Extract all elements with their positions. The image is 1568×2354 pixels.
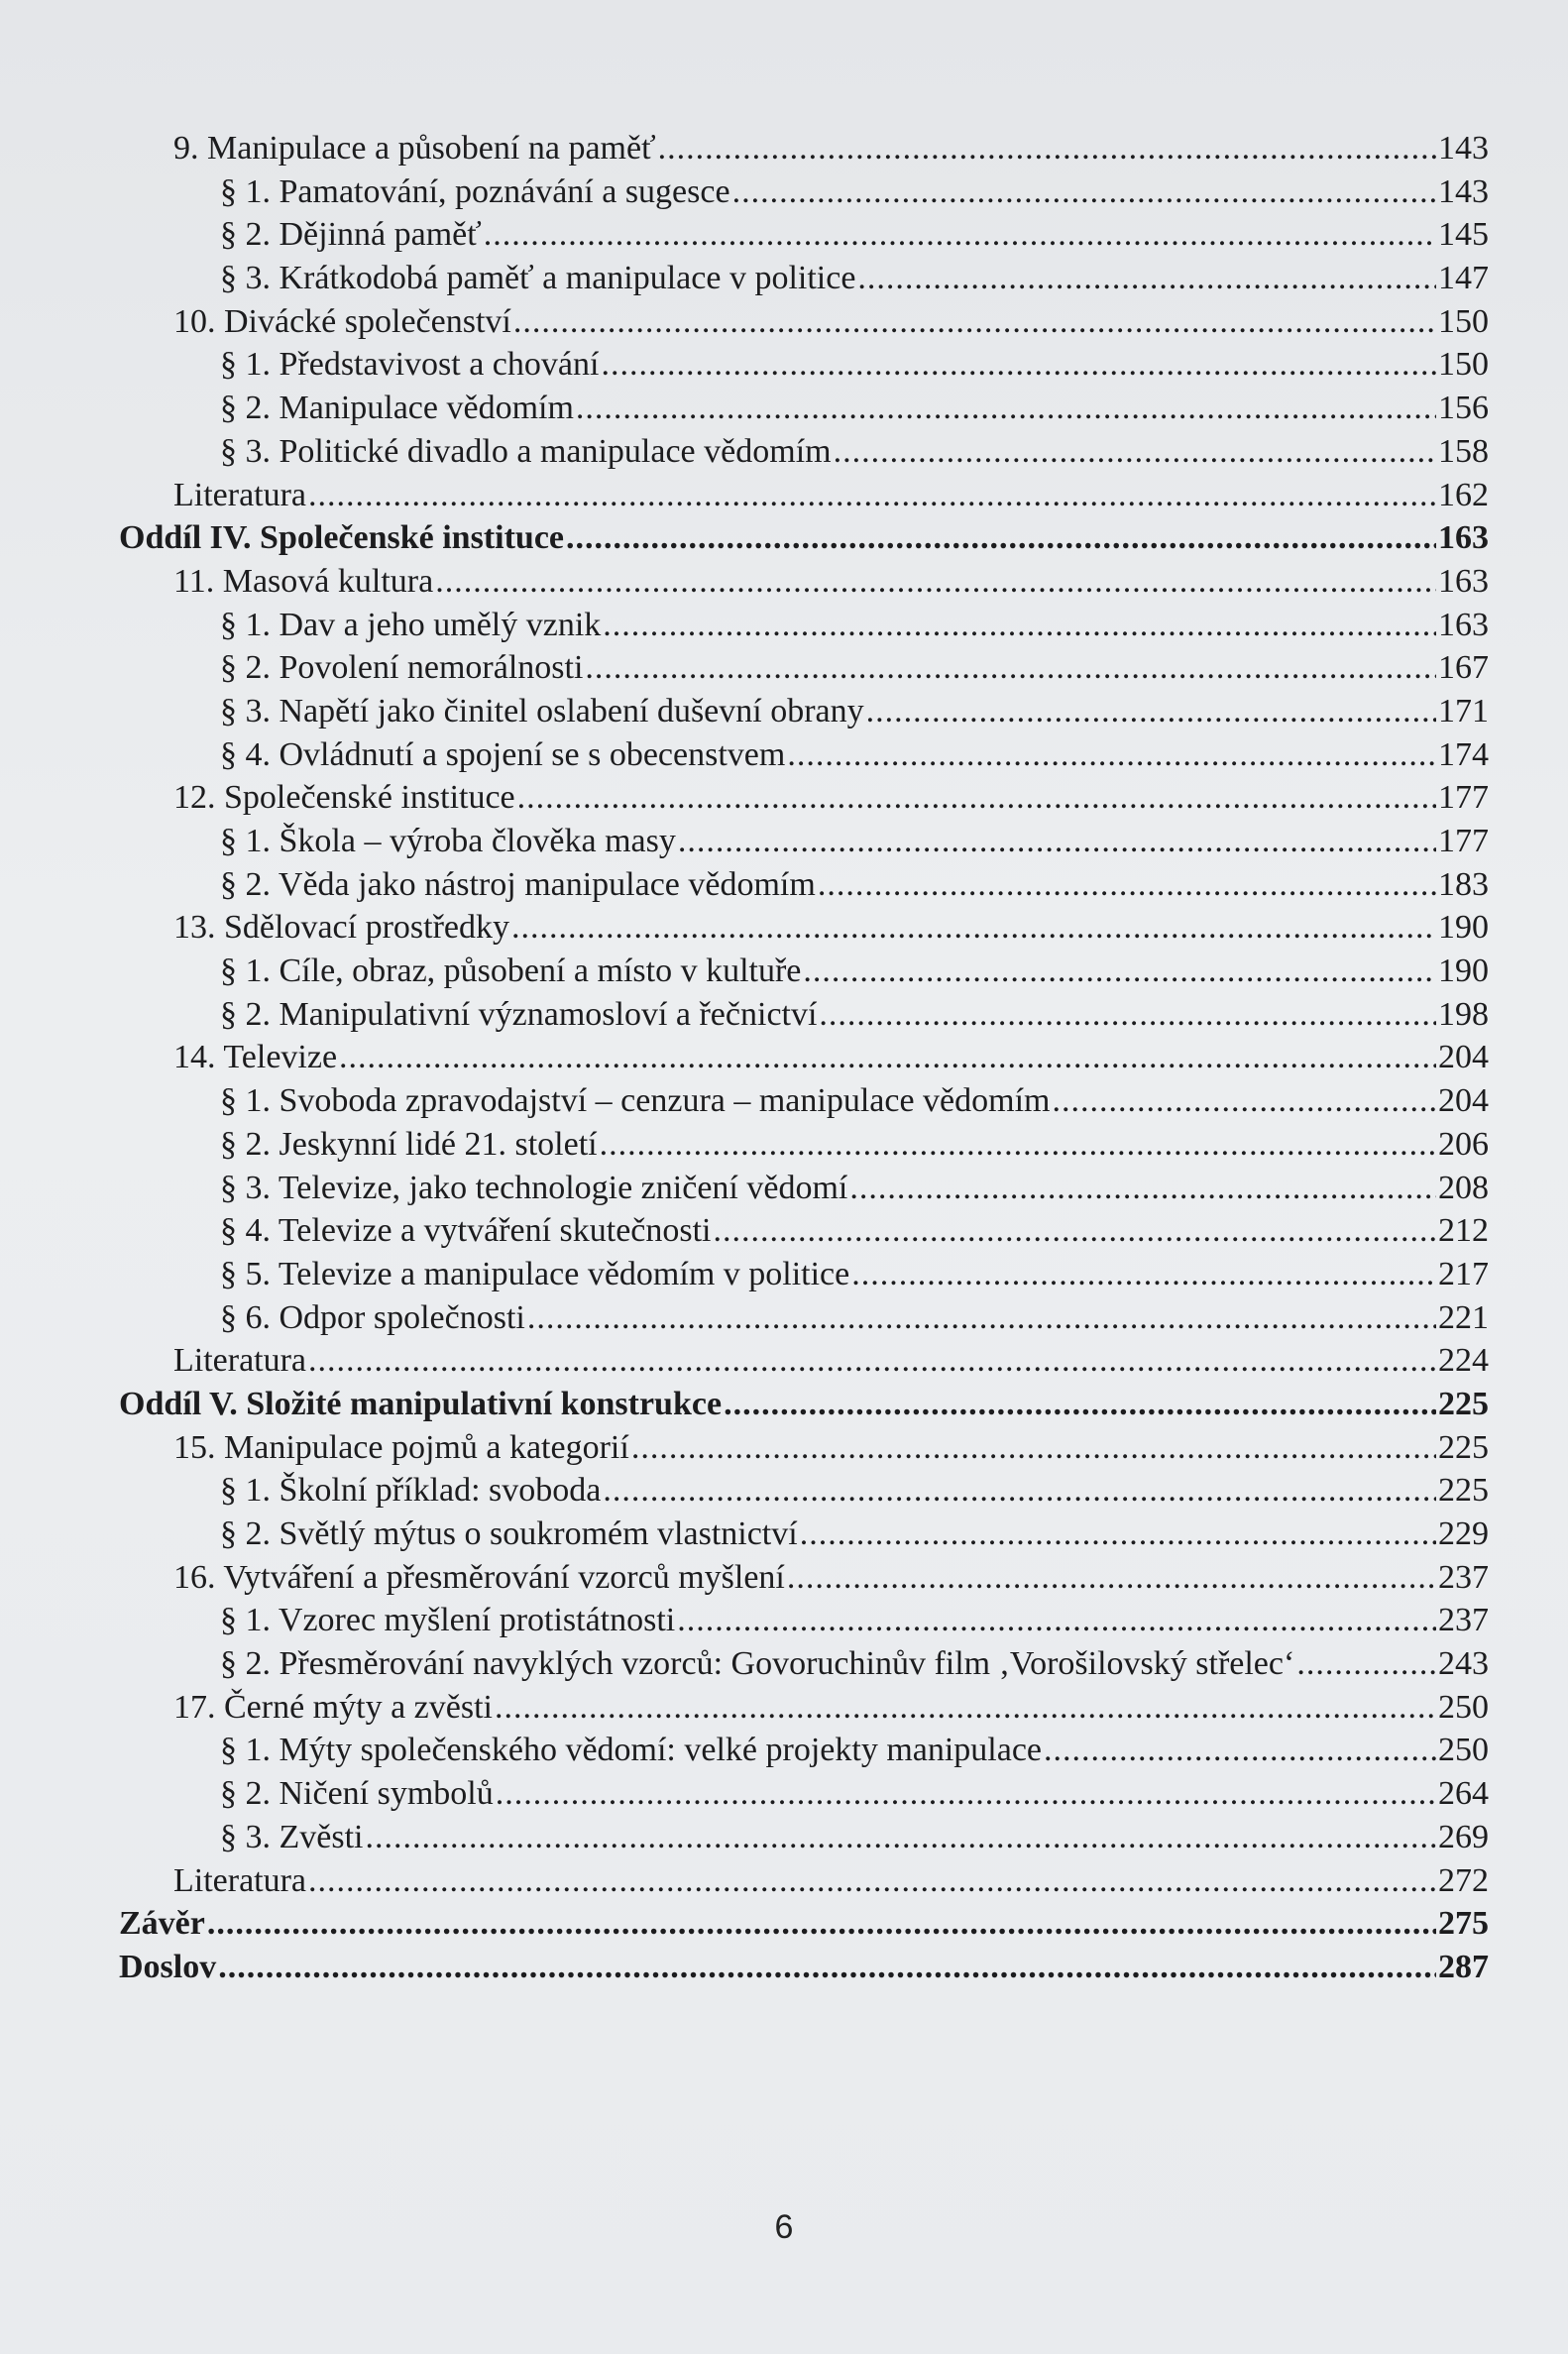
toc-entry-title: § 1. Dav a jeho umělý vznik [220, 606, 602, 643]
toc-entry-title: § 1. Vzorec myšlení protistátnosti [220, 1602, 676, 1639]
toc-entry-title: 9. Manipulace a působení na paměť [173, 130, 656, 167]
dot-leader [496, 1772, 1436, 1816]
toc-entry-title: § 1. Mýty společenského vědomí: velké projekty manipulace [220, 1732, 1043, 1769]
dot-leader [800, 1513, 1436, 1556]
dot-leader [818, 863, 1436, 907]
toc-entry-title: § 4. Televize a vytváření skutečnosti [220, 1212, 712, 1250]
toc-entry-page: 225 [1438, 1472, 1489, 1510]
toc-entry-title: § 1. Představivost a chování [220, 346, 600, 384]
toc-entry-title: § 6. Odpor společnosti [220, 1298, 525, 1336]
dot-leader [849, 1167, 1436, 1210]
toc-subsection-entry [119, 170, 1489, 214]
dot-leader [527, 1296, 1436, 1340]
toc-entry-page: 162 [1438, 476, 1489, 513]
toc-entry-title: 12. Společenské instituce [173, 779, 515, 817]
toc-entry-page: 177 [1438, 779, 1489, 817]
toc-subsection-entry [119, 1772, 1489, 1816]
toc-entry-title: § 4. Ovládnutí a spojení se s obecenstvem [220, 735, 786, 773]
dot-leader [308, 474, 1436, 517]
dot-leader [803, 950, 1436, 993]
dot-leader [511, 906, 1436, 950]
toc-chapter-entry [119, 776, 1489, 820]
dot-leader [834, 430, 1436, 474]
toc-entry-title: § 1. Cíle, obraz, působení a místo v kultuře [220, 953, 802, 990]
dot-leader [484, 213, 1436, 257]
dot-leader [866, 690, 1436, 733]
toc-entry-title: Oddíl IV. Společenské instituce [119, 519, 565, 557]
toc-subsection-entry [119, 257, 1489, 300]
toc-entry-title: 15. Manipulace pojmů a kategorií [173, 1428, 629, 1466]
dot-leader [435, 560, 1436, 604]
toc-subsection-entry [119, 343, 1489, 387]
dot-leader [1044, 1729, 1436, 1772]
toc-subsection-entry [119, 863, 1489, 907]
toc-entry-page: 225 [1438, 1385, 1489, 1422]
toc-subsection-entry [119, 1729, 1489, 1772]
toc-chapter-entry [119, 906, 1489, 950]
toc-entry-page: 183 [1438, 865, 1489, 903]
toc-subsection-entry [119, 820, 1489, 863]
toc-entry-page: 287 [1438, 1948, 1489, 1985]
toc-entry-page: 171 [1438, 692, 1489, 729]
toc-entry-page: 143 [1438, 130, 1489, 167]
toc-entry-page: 163 [1438, 606, 1489, 643]
toc-chapter-entry [119, 1426, 1489, 1470]
toc-entry-page: 264 [1438, 1775, 1489, 1813]
dot-leader [851, 1253, 1436, 1296]
dot-leader [724, 1383, 1436, 1426]
toc-section-entry [119, 1946, 1489, 1989]
dot-leader [517, 776, 1436, 820]
toc-section-entry [119, 1902, 1489, 1946]
toc-entry-title: 11. Masová kultura [173, 562, 434, 600]
toc-subsection-entry [119, 213, 1489, 257]
toc-subsection-entry [119, 387, 1489, 430]
dot-leader [585, 646, 1436, 690]
toc-entry-page: 167 [1438, 649, 1489, 687]
toc-entry-title: § 2. Věda jako nástroj manipulace vědomím [220, 865, 816, 903]
toc-entry-page: 212 [1438, 1212, 1489, 1250]
dot-leader [339, 1036, 1436, 1079]
toc-entry-page: 237 [1438, 1558, 1489, 1596]
toc-entry-page: 198 [1438, 995, 1489, 1033]
toc-entry-title: § 1. Škola – výroba člověka masy [220, 823, 676, 859]
dot-leader [1052, 1079, 1436, 1123]
toc-subsection-entry [119, 1642, 1489, 1686]
dot-leader [1296, 1642, 1436, 1686]
dot-leader [600, 1123, 1436, 1167]
toc-entry-page: 269 [1438, 1818, 1489, 1855]
dot-leader [365, 1816, 1436, 1859]
dot-leader [308, 1859, 1436, 1903]
toc-chapter-entry [119, 1036, 1489, 1079]
toc-entry-page: 250 [1438, 1732, 1489, 1769]
toc-entry-title: § 3. Politické divadlo a manipulace vědomím [220, 432, 832, 470]
toc-entry-page: 221 [1438, 1298, 1489, 1336]
toc-chapter-entry [119, 560, 1489, 604]
toc-subsection-entry [119, 993, 1489, 1037]
toc-entry-title: 17. Černé mýty a zvěsti [173, 1688, 493, 1726]
toc-entry-page: 206 [1438, 1125, 1489, 1163]
dot-leader [787, 733, 1436, 777]
toc-subsection-entry [119, 733, 1489, 777]
toc-entry-page: 204 [1438, 1039, 1489, 1076]
toc-entry-page: 150 [1438, 302, 1489, 340]
dot-leader [601, 343, 1436, 387]
toc-entry-title: § 1. Svoboda zpravodajství – cenzura – manipulace vědomím [220, 1082, 1051, 1120]
toc-entry-page: 143 [1438, 172, 1489, 210]
toc-entry-page: 237 [1438, 1602, 1489, 1639]
toc-entry-title: Oddíl V. Složité manipulativní konstrukce [119, 1385, 723, 1422]
toc-entry-title: § 2. Manipulativní významosloví a řečnictví [220, 995, 818, 1033]
toc-chapter-entry [119, 474, 1489, 517]
toc-subsection-entry [119, 1469, 1489, 1513]
toc-subsection-entry [119, 950, 1489, 993]
toc-entry-title: § 5. Televize a manipulace vědomím v politice [220, 1255, 850, 1292]
toc-entry-page: 174 [1438, 735, 1489, 773]
toc-entry-page: 224 [1438, 1342, 1489, 1380]
toc-entry-page: 190 [1438, 909, 1489, 947]
toc-entry-title: Literatura [173, 1342, 307, 1380]
toc-entry-page: 204 [1438, 1082, 1489, 1120]
toc-chapter-entry [119, 1686, 1489, 1730]
toc-subsection-entry [119, 1079, 1489, 1123]
toc-subsection-entry [119, 1816, 1489, 1859]
table-of-contents [119, 127, 1489, 1989]
toc-entry-page: 163 [1438, 519, 1489, 557]
toc-entry-title: § 3. Televize, jako technologie zničení vědomí [220, 1169, 848, 1206]
toc-subsection-entry [119, 690, 1489, 733]
toc-subsection-entry [119, 1599, 1489, 1642]
toc-subsection-entry [119, 1513, 1489, 1556]
dot-leader [603, 604, 1436, 647]
toc-entry-page: 272 [1438, 1861, 1489, 1899]
dot-leader [218, 1946, 1436, 1989]
toc-subsection-entry [119, 1209, 1489, 1253]
toc-entry-page: 217 [1438, 1255, 1489, 1292]
dot-leader [714, 1209, 1436, 1253]
toc-subsection-entry [119, 646, 1489, 690]
toc-chapter-entry [119, 300, 1489, 344]
toc-entry-page: 150 [1438, 346, 1489, 384]
toc-entry-page: 208 [1438, 1169, 1489, 1206]
dot-leader [678, 820, 1436, 863]
dot-leader [566, 516, 1436, 560]
toc-chapter-entry [119, 127, 1489, 170]
dot-leader [513, 300, 1436, 344]
toc-entry-title: 16. Vytváření a přesměrování vzorců myšlení [173, 1558, 785, 1596]
toc-entry-title: § 2. Ničení symbolů [220, 1775, 494, 1813]
dot-leader [603, 1469, 1436, 1513]
toc-page [119, 127, 1489, 1989]
toc-entry-page: 158 [1438, 432, 1489, 470]
toc-chapter-entry [119, 1339, 1489, 1383]
toc-chapter-entry [119, 1859, 1489, 1903]
toc-entry-title: 13. Sdělovací prostředky [173, 909, 509, 947]
toc-subsection-entry [119, 1123, 1489, 1167]
toc-entry-page: 229 [1438, 1515, 1489, 1552]
toc-entry-page: 275 [1438, 1905, 1489, 1943]
toc-entry-page: 243 [1438, 1645, 1489, 1683]
dot-leader [787, 1556, 1436, 1600]
toc-chapter-entry [119, 1556, 1489, 1600]
toc-subsection-entry [119, 430, 1489, 474]
toc-entry-page: 177 [1438, 823, 1489, 859]
dot-leader [658, 127, 1436, 170]
toc-subsection-entry [119, 1167, 1489, 1210]
toc-entry-page: 225 [1438, 1428, 1489, 1466]
dot-leader [857, 257, 1436, 300]
toc-entry-page: 145 [1438, 216, 1489, 254]
toc-entry-page: 163 [1438, 562, 1489, 600]
toc-entry-page: 156 [1438, 390, 1489, 427]
toc-entry-title: § 2. Manipulace vědomím [220, 390, 574, 427]
toc-entry-title: § 2. Světlý mýtus o soukromém vlastnictví [220, 1515, 798, 1552]
toc-entry-title: § 1. Pamatování, poznávání a sugesce [220, 172, 730, 210]
dot-leader [495, 1686, 1436, 1730]
toc-entry-title: § 3. Krátkodobá paměť a manipulace v politice [220, 260, 856, 297]
toc-entry-title: § 2. Přesměrování navyklých vzorců: Govoruchinův film ‚Vorošilovský střelec‘ [220, 1645, 1295, 1683]
toc-entry-title: 14. Televize [173, 1039, 338, 1076]
toc-entry-title: § 3. Zvěsti [220, 1818, 364, 1855]
dot-leader [207, 1902, 1436, 1946]
toc-entry-title: § 3. Napětí jako činitel oslabení duševní obrany [220, 692, 864, 729]
toc-section-entry [119, 1383, 1489, 1426]
dot-leader [732, 170, 1436, 214]
toc-subsection-entry [119, 1253, 1489, 1296]
toc-entry-title: Závěr [119, 1905, 205, 1943]
dot-leader [631, 1426, 1436, 1470]
toc-entry-title: Literatura [173, 476, 307, 513]
dot-leader [308, 1339, 1436, 1383]
toc-entry-title: Doslov [119, 1948, 217, 1985]
page-number: 6 [774, 2208, 794, 2246]
dot-leader [819, 993, 1436, 1037]
toc-subsection-entry [119, 604, 1489, 647]
toc-entry-page: 147 [1438, 260, 1489, 297]
toc-entry-title: § 1. Školní příklad: svoboda [220, 1472, 602, 1510]
toc-entry-page: 250 [1438, 1688, 1489, 1726]
toc-subsection-entry [119, 1296, 1489, 1340]
toc-section-entry [119, 516, 1489, 560]
toc-entry-title: § 2. Dějinná paměť [220, 216, 482, 254]
dot-leader [576, 387, 1436, 430]
toc-entry-title: Literatura [173, 1861, 307, 1899]
toc-entry-title: 10. Divácké společenství [173, 302, 511, 340]
toc-entry-title: § 2. Jeskynní lidé 21. století [220, 1125, 598, 1163]
toc-entry-title: § 2. Povolení nemorálnosti [220, 649, 584, 687]
toc-entry-page: 190 [1438, 953, 1489, 990]
dot-leader [677, 1599, 1436, 1642]
